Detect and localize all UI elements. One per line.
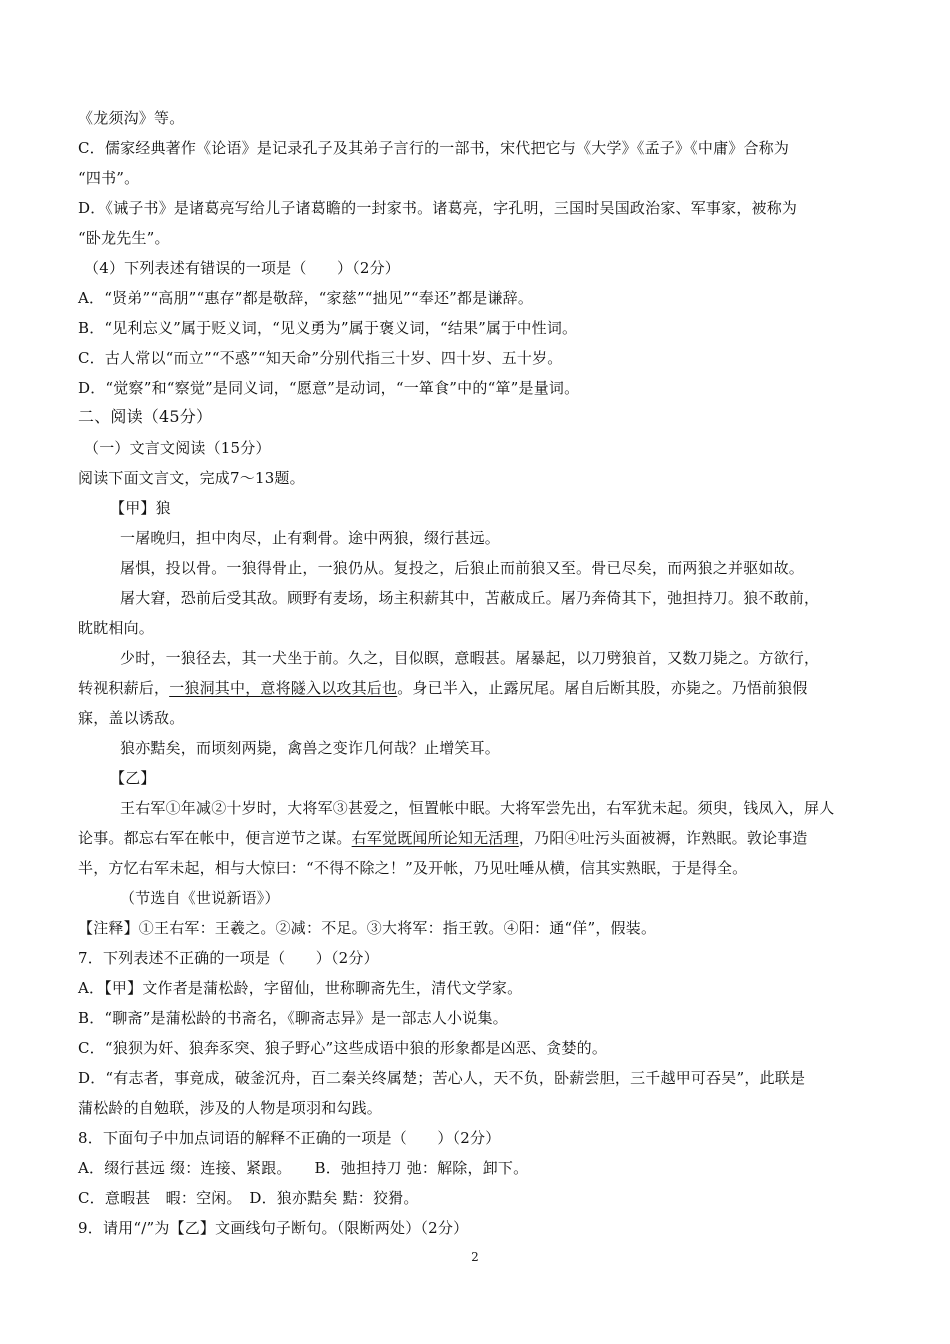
passage-a-line: 寐，盖以诱敌。 xyxy=(78,709,185,727)
passage-a-line: 屠惧，投以骨。一狼得骨止，一狼仍从。复投之，后狼止而前狼又至。骨已尽矣，而两狼之并驱如故。 xyxy=(120,559,805,577)
passage-b-line xyxy=(78,826,878,850)
passage-a-line: 狼亦黠矣，而顷刻两毙，禽兽之变诈几何哉？止增笑耳。 xyxy=(120,739,501,757)
question-8: 8．下面句子中加点词语的解释不正确的一项是（ ）（2分） xyxy=(78,1129,501,1147)
instruction: 阅读下面文言文，完成7～13题。 xyxy=(78,469,305,487)
page-number: 2 xyxy=(471,1250,479,1264)
underlined-sentence: 一狼洞其中，意将隧入以攻其后也 xyxy=(169,679,398,697)
text-line: “卧龙先生”。 xyxy=(78,229,170,247)
annotation: 【注释】①王右军：王羲之。②减：不足。③大将军：指王敦。④阳：通“佯”，假装。 xyxy=(78,919,657,937)
passage-a-line: 一屠晚归，担中肉尽，止有剩骨。途中两狼，缀行甚远。 xyxy=(120,529,501,547)
option-a: A．“贤弟”“高朋”“惠存”都是敬辞，“家慈”“拙见”“奉还”都是谦辞。 xyxy=(78,289,534,307)
subsection-heading: （一）文言文阅读（15分） xyxy=(84,439,271,457)
question-4: （4）下列表述有错误的一项是（ ）（2分） xyxy=(84,259,400,277)
section-heading: 二、阅读（45分） xyxy=(78,407,213,426)
text-segment: 转视积薪后， xyxy=(78,679,170,697)
option-c: C．儒家经典著作《论语》是记录孔子及其弟子言行的一部书，宋代把它与《大学》《孟子》《中庸》合称为 xyxy=(78,139,790,157)
option-a: A．【甲】文作者是蒲松龄，字留仙，世称聊斋先生，清代文学家。 xyxy=(78,979,523,997)
option-d: D．“有志者，事竟成，破釜沉舟，百二秦关终属楚；苦心人，天不负，卧薪尝胆，三千越甲可吞吴”，此联是 xyxy=(78,1069,806,1087)
text-segment: 论事。都忘右军在帐中，便言逆节之谋。 xyxy=(78,829,352,847)
text-segment: 。身已半入，止露尻尾。屠自后断其股，亦毙之。乃悟前狼假 xyxy=(397,679,808,697)
option-c: C．古人常以“而立”“不惑”“知天命”分别代指三十岁、四十岁、五十岁。 xyxy=(78,349,563,367)
option-d: D．《诫子书》是诸葛亮写给儿子诸葛瞻的一封家书。诸葛亮，字孔明，三国时吴国政治家、军事家，被称为 xyxy=(78,199,798,217)
option-d: D．“觉察”和“察觉”是同义词，“愿意”是动词，“一箪食”中的“箪”是量词。 xyxy=(78,379,580,397)
option-c: C．“狼狈为奸、狼奔豕突、狼子野心”这些成语中狼的形象都是凶恶、贪婪的。 xyxy=(78,1039,608,1057)
passage-a-title: 【甲】狼 xyxy=(110,499,171,517)
question-9: 9．请用“/”为【乙】文画线句子断句。（限断两处）（2分） xyxy=(78,1219,469,1237)
passage-b-line: 王右军①年减②十岁时，大将军③甚爱之，恒置帐中眠。大将军尝先出，右军犹未起。须臾，钱凤入，屏人 xyxy=(120,799,835,817)
passage-a-line: 眈眈相向。 xyxy=(78,619,155,637)
passage-b-line: 半，方忆右军未起，相与大惊曰：“不得不除之！”及开帐，乃见吐唾从横，信其实熟眠，于是得全。 xyxy=(78,859,748,877)
passage-a-line: 屠大窘，恐前后受其敌。顾野有麦场，场主积薪其中，苫蔽成丘。屠乃奔倚其下，弛担持刀。狼不敢前， xyxy=(120,589,820,607)
text-line: “四书”。 xyxy=(78,169,140,187)
options-ab: A．缀行甚远 缀：连接、紧跟。 B．弛担持刀 弛：解除，卸下。 xyxy=(78,1159,529,1177)
option-b: B．“见利忘义”属于贬义词，“见义勇为”属于褒义词，“结果”属于中性词。 xyxy=(78,319,578,337)
text-line: 蒲松龄的自勉联，涉及的人物是项羽和勾践。 xyxy=(78,1099,383,1117)
options-cd: C．意暇甚 暇：空闲。 D．狼亦黠矣 黠：狡猾。 xyxy=(78,1189,419,1207)
underlined-sentence: 右军觉既闻所论知无活理 xyxy=(351,829,519,847)
option-b: B．“聊斋”是蒲松龄的书斋名，《聊斋志异》是一部志人小说集。 xyxy=(78,1009,508,1027)
source-note: （节选自《世说新语》） xyxy=(120,889,280,907)
text-line: 《龙须沟》等。 xyxy=(78,109,185,127)
passage-a-line: 少时，一狼径去，其一犬坐于前。久之，目似瞑，意暇甚。屠暴起，以刀劈狼首，又数刀毙之。方欲行， xyxy=(120,649,820,667)
text-segment: ，乃阳④吐污头面被褥，诈熟眠。敦论事造 xyxy=(518,829,808,847)
question-7: 7．下列表述不正确的一项是（ ）（2分） xyxy=(78,949,379,967)
passage-b-title: 【乙】 xyxy=(110,769,156,787)
passage-a-line xyxy=(78,676,878,700)
